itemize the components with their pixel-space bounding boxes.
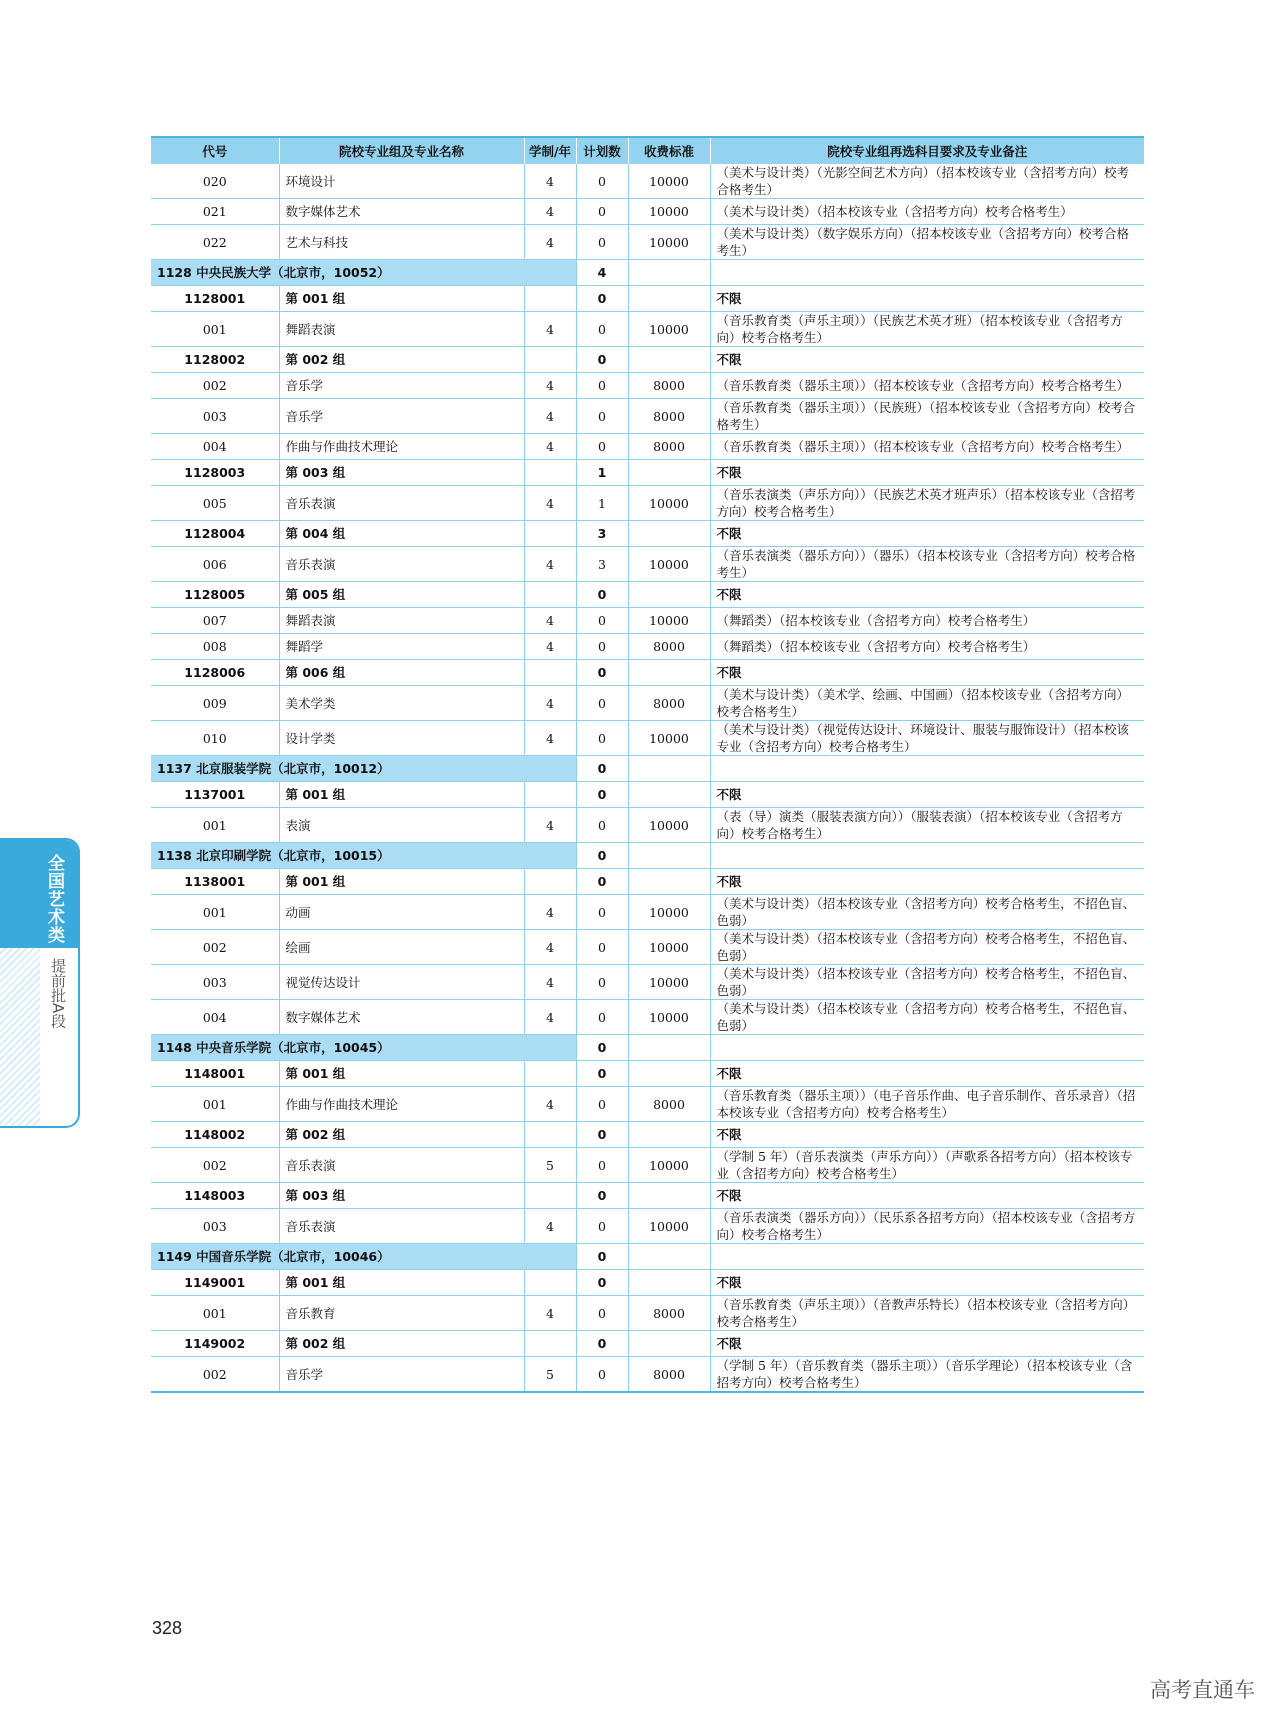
major-plan: 0 bbox=[576, 1000, 628, 1035]
major-code: 022 bbox=[151, 225, 279, 260]
group-name: 第 001 组 bbox=[279, 869, 524, 895]
major-row bbox=[151, 1357, 1144, 1393]
group-plan: 0 bbox=[576, 869, 628, 895]
major-note: （学制 5 年）（音乐表演类（声乐方向））（声歌系各招考方向）（招本校该专业（含招考方向）校考合格考生） bbox=[710, 1148, 1144, 1183]
group-row bbox=[151, 1331, 1144, 1357]
major-plan: 1 bbox=[576, 486, 628, 521]
side-tab-category: 全国艺术类 bbox=[44, 854, 64, 944]
group-code: 1148003 bbox=[151, 1183, 279, 1209]
major-fee: 10000 bbox=[628, 199, 710, 225]
major-note: （美术与设计类）（招本校该专业（含招考方向）校考合格考生，不招色盲、色弱） bbox=[710, 965, 1144, 1000]
group-note: 不限 bbox=[710, 347, 1144, 373]
major-note: （音乐表演类（声乐方向））（民族艺术英才班声乐）（招本校该专业（含招考方向）校考合格考生） bbox=[710, 486, 1144, 521]
group-code: 1138001 bbox=[151, 869, 279, 895]
group-name: 第 002 组 bbox=[279, 347, 524, 373]
major-fee: 8000 bbox=[628, 686, 710, 721]
major-years: 4 bbox=[524, 547, 576, 582]
group-note: 不限 bbox=[710, 1331, 1144, 1357]
empty-cell bbox=[628, 782, 710, 808]
major-fee: 8000 bbox=[628, 1357, 710, 1393]
group-name: 第 003 组 bbox=[279, 460, 524, 486]
major-code: 008 bbox=[151, 634, 279, 660]
group-row bbox=[151, 582, 1144, 608]
table-body bbox=[151, 164, 1144, 1392]
major-note: （表（导）演类（服装表演方向））（服装表演）（招本校该专业（含招考方向）校考合格考生） bbox=[710, 808, 1144, 843]
major-code: 021 bbox=[151, 199, 279, 225]
major-years: 5 bbox=[524, 1357, 576, 1393]
empty-cell bbox=[628, 1122, 710, 1148]
major-row bbox=[151, 930, 1144, 965]
empty-cell bbox=[524, 1061, 576, 1087]
major-plan: 0 bbox=[576, 199, 628, 225]
empty-cell bbox=[710, 843, 1144, 869]
school-name: 1148 中央音乐学院（北京市，10045） bbox=[151, 1035, 576, 1061]
empty-cell bbox=[524, 521, 576, 547]
major-code: 001 bbox=[151, 895, 279, 930]
major-note: （音乐教育类（声乐主项））（音教声乐特长）（招本校该专业（含招考方向）校考合格考生） bbox=[710, 1296, 1144, 1331]
group-row bbox=[151, 660, 1144, 686]
major-name: 绘画 bbox=[279, 930, 524, 965]
major-name: 表演 bbox=[279, 808, 524, 843]
group-plan: 0 bbox=[576, 1331, 628, 1357]
major-plan: 0 bbox=[576, 608, 628, 634]
major-years: 4 bbox=[524, 965, 576, 1000]
major-code: 006 bbox=[151, 547, 279, 582]
side-tab bbox=[0, 838, 80, 1128]
major-plan: 0 bbox=[576, 164, 628, 199]
empty-cell bbox=[710, 260, 1144, 286]
group-name: 第 001 组 bbox=[279, 1061, 524, 1087]
major-note: （美术与设计类）（光影空间艺术方向）（招本校该专业（含招考方向）校考合格考生） bbox=[710, 164, 1144, 199]
major-years: 4 bbox=[524, 1296, 576, 1331]
major-note: （音乐教育类（器乐主项））（招本校该专业（含招考方向）校考合格考生） bbox=[710, 434, 1144, 460]
major-code: 009 bbox=[151, 686, 279, 721]
major-fee: 8000 bbox=[628, 1087, 710, 1122]
school-row bbox=[151, 756, 1144, 782]
major-fee: 10000 bbox=[628, 930, 710, 965]
empty-cell bbox=[710, 756, 1144, 782]
major-row bbox=[151, 895, 1144, 930]
major-name: 美术学类 bbox=[279, 686, 524, 721]
major-row bbox=[151, 721, 1144, 756]
major-years: 4 bbox=[524, 1087, 576, 1122]
major-row bbox=[151, 225, 1144, 260]
enrollment-table bbox=[151, 136, 1144, 1393]
major-years: 5 bbox=[524, 1148, 576, 1183]
major-note: （美术与设计类）（招本校该专业（含招考方向）校考合格考生） bbox=[710, 199, 1144, 225]
major-row bbox=[151, 965, 1144, 1000]
major-code: 004 bbox=[151, 434, 279, 460]
major-code: 003 bbox=[151, 965, 279, 1000]
major-years: 4 bbox=[524, 1000, 576, 1035]
group-row bbox=[151, 286, 1144, 312]
major-name: 舞蹈表演 bbox=[279, 608, 524, 634]
school-name: 1149 中国音乐学院（北京市，10046） bbox=[151, 1244, 576, 1270]
empty-cell bbox=[524, 660, 576, 686]
group-row bbox=[151, 869, 1144, 895]
major-name: 视觉传达设计 bbox=[279, 965, 524, 1000]
major-code: 010 bbox=[151, 721, 279, 756]
major-note: （美术与设计类）（视觉传达设计、环境设计、服装与服饰设计）（招本校该专业（含招考方向）校考合格考生） bbox=[710, 721, 1144, 756]
major-row bbox=[151, 399, 1144, 434]
major-name: 音乐表演 bbox=[279, 486, 524, 521]
group-note: 不限 bbox=[710, 1183, 1144, 1209]
empty-cell bbox=[524, 1183, 576, 1209]
major-row bbox=[151, 547, 1144, 582]
group-code: 1148001 bbox=[151, 1061, 279, 1087]
group-note: 不限 bbox=[710, 660, 1144, 686]
school-name: 1138 北京印刷学院（北京市，10015） bbox=[151, 843, 576, 869]
major-years: 4 bbox=[524, 164, 576, 199]
empty-cell bbox=[628, 582, 710, 608]
empty-cell bbox=[524, 782, 576, 808]
major-note: （音乐表演类（器乐方向））（民乐系各招考方向）（招本校该专业（含招考方向）校考合格考生） bbox=[710, 1209, 1144, 1244]
group-plan: 0 bbox=[576, 286, 628, 312]
empty-cell bbox=[628, 843, 710, 869]
school-name: 1137 北京服装学院（北京市，10012） bbox=[151, 756, 576, 782]
watermark: 高考直通车 bbox=[1150, 1678, 1255, 1702]
major-fee: 10000 bbox=[628, 547, 710, 582]
empty-cell bbox=[710, 1244, 1144, 1270]
major-fee: 8000 bbox=[628, 1296, 710, 1331]
empty-cell bbox=[628, 869, 710, 895]
major-years: 4 bbox=[524, 486, 576, 521]
major-row bbox=[151, 312, 1144, 347]
empty-cell bbox=[628, 286, 710, 312]
major-years: 4 bbox=[524, 686, 576, 721]
major-row bbox=[151, 373, 1144, 399]
major-fee: 8000 bbox=[628, 373, 710, 399]
group-note: 不限 bbox=[710, 521, 1144, 547]
school-plan: 4 bbox=[576, 260, 628, 286]
major-note: （音乐教育类（声乐主项））（民族艺术英才班）（招本校该专业（含招考方向）校考合格考生） bbox=[710, 312, 1144, 347]
major-plan: 0 bbox=[576, 686, 628, 721]
group-name: 第 005 组 bbox=[279, 582, 524, 608]
school-name: 1128 中央民族大学（北京市，10052） bbox=[151, 260, 576, 286]
major-plan: 0 bbox=[576, 721, 628, 756]
col-code-header: 代号 bbox=[151, 137, 279, 164]
major-fee: 10000 bbox=[628, 808, 710, 843]
major-note: （音乐教育类（器乐主项））（民族班）（招本校该专业（含招考方向）校考合格考生） bbox=[710, 399, 1144, 434]
school-plan: 0 bbox=[576, 1035, 628, 1061]
major-code: 001 bbox=[151, 808, 279, 843]
major-plan: 0 bbox=[576, 399, 628, 434]
major-plan: 0 bbox=[576, 965, 628, 1000]
group-code: 1149001 bbox=[151, 1270, 279, 1296]
major-years: 4 bbox=[524, 930, 576, 965]
major-name: 作曲与作曲技术理论 bbox=[279, 434, 524, 460]
major-years: 4 bbox=[524, 634, 576, 660]
group-note: 不限 bbox=[710, 1061, 1144, 1087]
group-note: 不限 bbox=[710, 1270, 1144, 1296]
major-code: 003 bbox=[151, 399, 279, 434]
major-fee: 10000 bbox=[628, 895, 710, 930]
group-row bbox=[151, 347, 1144, 373]
major-years: 4 bbox=[524, 312, 576, 347]
major-plan: 3 bbox=[576, 547, 628, 582]
group-note: 不限 bbox=[710, 869, 1144, 895]
group-name: 第 001 组 bbox=[279, 782, 524, 808]
major-note: （音乐教育类（器乐主项））（电子音乐作曲、电子音乐制作、音乐录音）（招本校该专业（含招考方向）校考合格考生） bbox=[710, 1087, 1144, 1122]
major-years: 4 bbox=[524, 225, 576, 260]
empty-cell bbox=[524, 1331, 576, 1357]
school-plan: 0 bbox=[576, 843, 628, 869]
group-name: 第 002 组 bbox=[279, 1122, 524, 1148]
major-name: 作曲与作曲技术理论 bbox=[279, 1087, 524, 1122]
major-row bbox=[151, 486, 1144, 521]
empty-cell bbox=[628, 1035, 710, 1061]
major-fee: 10000 bbox=[628, 1000, 710, 1035]
major-name: 音乐表演 bbox=[279, 1209, 524, 1244]
group-code: 1128005 bbox=[151, 582, 279, 608]
col-note-header: 院校专业组再选科目要求及专业备注 bbox=[710, 137, 1144, 164]
major-name: 音乐学 bbox=[279, 373, 524, 399]
school-plan: 0 bbox=[576, 1244, 628, 1270]
empty-cell bbox=[710, 1035, 1144, 1061]
major-note: （美术与设计类）（招本校该专业（含招考方向）校考合格考生，不招色盲、色弱） bbox=[710, 930, 1144, 965]
major-fee: 8000 bbox=[628, 634, 710, 660]
group-code: 1128001 bbox=[151, 286, 279, 312]
group-row bbox=[151, 1061, 1144, 1087]
group-row bbox=[151, 460, 1144, 486]
major-years: 4 bbox=[524, 895, 576, 930]
major-code: 005 bbox=[151, 486, 279, 521]
major-plan: 0 bbox=[576, 1296, 628, 1331]
major-code: 002 bbox=[151, 1357, 279, 1393]
major-name: 音乐表演 bbox=[279, 547, 524, 582]
major-name: 音乐学 bbox=[279, 399, 524, 434]
major-row bbox=[151, 1296, 1144, 1331]
group-note: 不限 bbox=[710, 460, 1144, 486]
major-years: 4 bbox=[524, 399, 576, 434]
major-name: 音乐表演 bbox=[279, 1148, 524, 1183]
major-row bbox=[151, 808, 1144, 843]
col-plan-header: 计划数 bbox=[576, 137, 628, 164]
major-fee: 10000 bbox=[628, 965, 710, 1000]
group-note: 不限 bbox=[710, 582, 1144, 608]
major-name: 音乐教育 bbox=[279, 1296, 524, 1331]
major-fee: 10000 bbox=[628, 225, 710, 260]
major-years: 4 bbox=[524, 808, 576, 843]
empty-cell bbox=[628, 1331, 710, 1357]
major-name: 设计学类 bbox=[279, 721, 524, 756]
empty-cell bbox=[628, 1244, 710, 1270]
empty-cell bbox=[628, 347, 710, 373]
empty-cell bbox=[628, 1270, 710, 1296]
major-code: 002 bbox=[151, 1148, 279, 1183]
major-name: 数字媒体艺术 bbox=[279, 199, 524, 225]
major-years: 4 bbox=[524, 434, 576, 460]
major-years: 4 bbox=[524, 608, 576, 634]
major-row bbox=[151, 164, 1144, 199]
empty-cell bbox=[628, 460, 710, 486]
major-fee: 10000 bbox=[628, 721, 710, 756]
group-code: 1149002 bbox=[151, 1331, 279, 1357]
major-plan: 0 bbox=[576, 1087, 628, 1122]
major-name: 环境设计 bbox=[279, 164, 524, 199]
major-fee: 10000 bbox=[628, 486, 710, 521]
major-code: 001 bbox=[151, 1087, 279, 1122]
group-plan: 0 bbox=[576, 1122, 628, 1148]
major-plan: 0 bbox=[576, 373, 628, 399]
major-name: 动画 bbox=[279, 895, 524, 930]
major-plan: 0 bbox=[576, 808, 628, 843]
major-row bbox=[151, 199, 1144, 225]
major-row bbox=[151, 1000, 1144, 1035]
group-row bbox=[151, 782, 1144, 808]
group-note: 不限 bbox=[710, 1122, 1144, 1148]
empty-cell bbox=[628, 756, 710, 782]
empty-cell bbox=[524, 869, 576, 895]
major-code: 007 bbox=[151, 608, 279, 634]
major-code: 020 bbox=[151, 164, 279, 199]
major-row bbox=[151, 1148, 1144, 1183]
major-row bbox=[151, 1087, 1144, 1122]
group-plan: 0 bbox=[576, 582, 628, 608]
group-code: 1128003 bbox=[151, 460, 279, 486]
major-note: （美术与设计类）（招本校该专业（含招考方向）校考合格考生，不招色盲、色弱） bbox=[710, 1000, 1144, 1035]
page-number: 328 bbox=[152, 1618, 183, 1638]
major-plan: 0 bbox=[576, 1209, 628, 1244]
major-plan: 0 bbox=[576, 434, 628, 460]
group-code: 1137001 bbox=[151, 782, 279, 808]
group-note: 不限 bbox=[710, 286, 1144, 312]
major-note: （美术与设计类）（招本校该专业（含招考方向）校考合格考生，不招色盲、色弱） bbox=[710, 895, 1144, 930]
major-note: （美术与设计类）（数字娱乐方向）（招本校该专业（含招考方向）校考合格考生） bbox=[710, 225, 1144, 260]
major-plan: 0 bbox=[576, 895, 628, 930]
group-plan: 0 bbox=[576, 660, 628, 686]
major-name: 数字媒体艺术 bbox=[279, 1000, 524, 1035]
empty-cell bbox=[628, 260, 710, 286]
major-code: 003 bbox=[151, 1209, 279, 1244]
major-row bbox=[151, 1209, 1144, 1244]
empty-cell bbox=[524, 347, 576, 373]
major-years: 4 bbox=[524, 721, 576, 756]
group-plan: 1 bbox=[576, 460, 628, 486]
group-code: 1148002 bbox=[151, 1122, 279, 1148]
side-tab-stripes bbox=[0, 948, 40, 1128]
group-name: 第 004 组 bbox=[279, 521, 524, 547]
major-code: 001 bbox=[151, 312, 279, 347]
major-note: （舞蹈类）（招本校该专业（含招考方向）校考合格考生） bbox=[710, 634, 1144, 660]
major-fee: 10000 bbox=[628, 1148, 710, 1183]
col-name-header: 院校专业组及专业名称 bbox=[279, 137, 524, 164]
col-years-header: 学制/年 bbox=[524, 137, 576, 164]
major-plan: 0 bbox=[576, 1148, 628, 1183]
major-row bbox=[151, 434, 1144, 460]
group-plan: 0 bbox=[576, 1061, 628, 1087]
major-code: 004 bbox=[151, 1000, 279, 1035]
major-note: （学制 5 年）（音乐教育类（器乐主项））（音乐学理论）（招本校该专业（含招考方向）校考合格考生） bbox=[710, 1357, 1144, 1393]
major-fee: 10000 bbox=[628, 1209, 710, 1244]
major-fee: 8000 bbox=[628, 434, 710, 460]
major-fee: 10000 bbox=[628, 312, 710, 347]
empty-cell bbox=[628, 1061, 710, 1087]
side-tab-batch: 提前批A段 bbox=[49, 958, 67, 1029]
table-header bbox=[151, 137, 1144, 164]
major-note: （舞蹈类）（招本校该专业（含招考方向）校考合格考生） bbox=[710, 608, 1144, 634]
empty-cell bbox=[628, 660, 710, 686]
empty-cell bbox=[524, 286, 576, 312]
school-row bbox=[151, 843, 1144, 869]
empty-cell bbox=[628, 521, 710, 547]
group-plan: 0 bbox=[576, 782, 628, 808]
empty-cell bbox=[524, 1270, 576, 1296]
col-fee-header: 收费标准 bbox=[628, 137, 710, 164]
major-note: （音乐表演类（器乐方向））（器乐）（招本校该专业（含招考方向）校考合格考生） bbox=[710, 547, 1144, 582]
major-code: 002 bbox=[151, 373, 279, 399]
major-name: 舞蹈表演 bbox=[279, 312, 524, 347]
major-plan: 0 bbox=[576, 312, 628, 347]
major-fee: 10000 bbox=[628, 164, 710, 199]
school-row bbox=[151, 1244, 1144, 1270]
major-years: 4 bbox=[524, 1209, 576, 1244]
group-name: 第 002 组 bbox=[279, 1331, 524, 1357]
major-plan: 0 bbox=[576, 1357, 628, 1393]
major-row bbox=[151, 608, 1144, 634]
school-plan: 0 bbox=[576, 756, 628, 782]
group-name: 第 003 组 bbox=[279, 1183, 524, 1209]
group-note: 不限 bbox=[710, 782, 1144, 808]
group-plan: 0 bbox=[576, 1270, 628, 1296]
group-code: 1128006 bbox=[151, 660, 279, 686]
major-fee: 10000 bbox=[628, 608, 710, 634]
major-years: 4 bbox=[524, 373, 576, 399]
group-row bbox=[151, 521, 1144, 547]
group-row bbox=[151, 1270, 1144, 1296]
empty-cell bbox=[524, 582, 576, 608]
group-name: 第 001 组 bbox=[279, 286, 524, 312]
group-code: 1128004 bbox=[151, 521, 279, 547]
empty-cell bbox=[524, 460, 576, 486]
empty-cell bbox=[524, 1122, 576, 1148]
group-row bbox=[151, 1183, 1144, 1209]
major-note: （美术与设计类）（美术学、绘画、中国画）（招本校该专业（含招考方向）校考合格考生） bbox=[710, 686, 1144, 721]
group-plan: 3 bbox=[576, 521, 628, 547]
major-code: 001 bbox=[151, 1296, 279, 1331]
school-row bbox=[151, 260, 1144, 286]
major-plan: 0 bbox=[576, 930, 628, 965]
group-name: 第 006 组 bbox=[279, 660, 524, 686]
group-code: 1128002 bbox=[151, 347, 279, 373]
major-row bbox=[151, 686, 1144, 721]
major-name: 舞蹈学 bbox=[279, 634, 524, 660]
major-years: 4 bbox=[524, 199, 576, 225]
school-row bbox=[151, 1035, 1144, 1061]
group-row bbox=[151, 1122, 1144, 1148]
major-name: 音乐学 bbox=[279, 1357, 524, 1393]
major-note: （音乐教育类（器乐主项））（招本校该专业（含招考方向）校考合格考生） bbox=[710, 373, 1144, 399]
major-row bbox=[151, 634, 1144, 660]
empty-cell bbox=[628, 1183, 710, 1209]
major-plan: 0 bbox=[576, 634, 628, 660]
major-fee: 8000 bbox=[628, 399, 710, 434]
major-code: 002 bbox=[151, 930, 279, 965]
group-plan: 0 bbox=[576, 347, 628, 373]
group-name: 第 001 组 bbox=[279, 1270, 524, 1296]
group-plan: 0 bbox=[576, 1183, 628, 1209]
major-name: 艺术与科技 bbox=[279, 225, 524, 260]
major-plan: 0 bbox=[576, 225, 628, 260]
